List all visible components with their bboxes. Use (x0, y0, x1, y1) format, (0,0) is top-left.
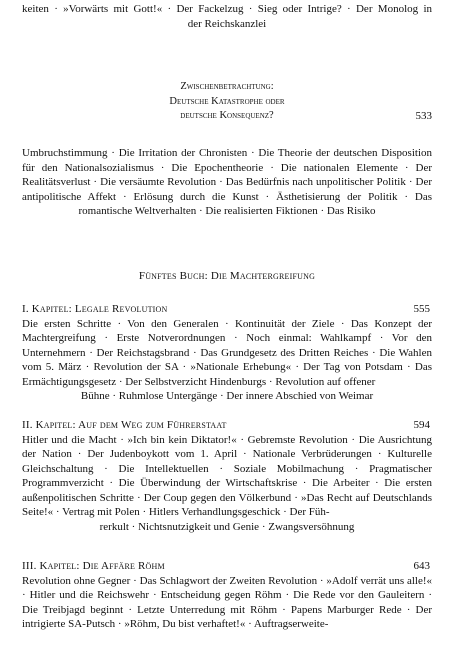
chapter-title: III. Kapitel: Die Affäre Röhm (22, 560, 165, 572)
chapter-topics: Revolution ohne Gegner · Das Schlagwort der Zweiten Revolution · »Adolf verrät uns alle!« · Hitler und die Reichswehr · Entscheidung gegen Röhm · Die Rede vor den Gauleitern · Die Treibjagd beginnt · Letzte Unterredung mit Röhm · Papens Marburger Rede · Der intrigierte SA-Putsch · »Röhm, Du bist verhaftet!« · Auftragserweite- (22, 574, 432, 630)
text-line: keiten · »Vorwärts mit Gott!« · Der Fackelzug · Sieg oder Intrige? · Der Monolog in (22, 3, 432, 15)
chapter-title: II. Kapitel: Auf dem Weg zum Führerstaat (22, 419, 227, 431)
page-number: 643 (413, 560, 430, 572)
chapter-topics-last-line: Bühne · Ruhmlose Untergänge · Der innere Abschied von Weimar (80, 390, 374, 402)
chapter-topics: Hitler und die Macht · »Ich bin kein Diktator!« · Gebremste Revolution · Die Ausrichtung der Nation · Der Judenboykott vom 1. April · Nationale Verbrüderungen · Kulturelle Gleichschaltung · Die Intellektuellen · Soziale Mobilmachung · Pragmatischer Programmverzicht · Die Überwindung der Wirtschaftskrise · Die Arbeiter · Die ersten außenpolitischen Schritte · Der Coup gegen den Völkerbund · »Das Recht auf Deutschlands Seite!« · Vertrag mit Polen · Hitlers Verhandlungsgeschick · Der Füh- (22, 433, 432, 518)
entry-title-line: Zwischenbetrachtung: (180, 81, 274, 92)
page-number: 533 (415, 110, 432, 122)
entry-topics: Umbruchstimmung · Die Irritation der Chronisten · Die Theorie der deutschen Disposition für den Nationalsozialismus · Die Epochentheorie · Die nationalen Elemente · Der Realitätsverlust · Die versäumte Revolution · Das Bedürfnis nach unpolitischer Politik · Der antipolitische Affekt · Erlösung durch die Kunst · Ästhetisierung der Politik · Das romantische Weltverhalten · Die realisierten Fiktionen · Das Risiko (22, 147, 432, 217)
chapter-entry (22, 302, 432, 404)
book-title: Fünftes Buch: Die Machtergreifung (138, 270, 316, 282)
page-number: 555 (413, 303, 430, 315)
entry-title-line: Deutsche Katastrophe oder (169, 96, 285, 107)
chapter-heading (22, 418, 432, 433)
chapter-heading (22, 302, 432, 317)
page-number: 594 (413, 419, 430, 431)
text-line: der Reichskanzlei (187, 17, 267, 30)
chapter-title: I. Kapitel: Legale Revolution (22, 303, 168, 315)
continued-chapter-text (22, 2, 432, 31)
chapter-topics-last-line: rerkult · Nichtsnutzigkeit und Genie · Zwangsversöhnung (99, 520, 355, 533)
chapter-entry (22, 418, 432, 534)
chapter-heading (22, 559, 432, 574)
chapter-topics: Die ersten Schritte · Von den Generalen · Kontinuität der Ziele · Das Konzept der Machtergreifung · Erste Notverordnungen · Noch einmal: Wahlkampf · Vor den Unternehmern · Der Reichstagsbrand · Das Grundgesetz des Dritten Reiches · Die Wahlen vom 5. März · Revolution der SA · »Nationale Erhebung« · Der Tag von Potsdam · Das Ermächtigungsgesetz · Der Selbstverzicht Hindenburgs · Revolution auf offener (22, 317, 432, 388)
entry-title-line: deutsche Konsequenz? (180, 110, 274, 121)
chapter-entry (22, 559, 432, 632)
